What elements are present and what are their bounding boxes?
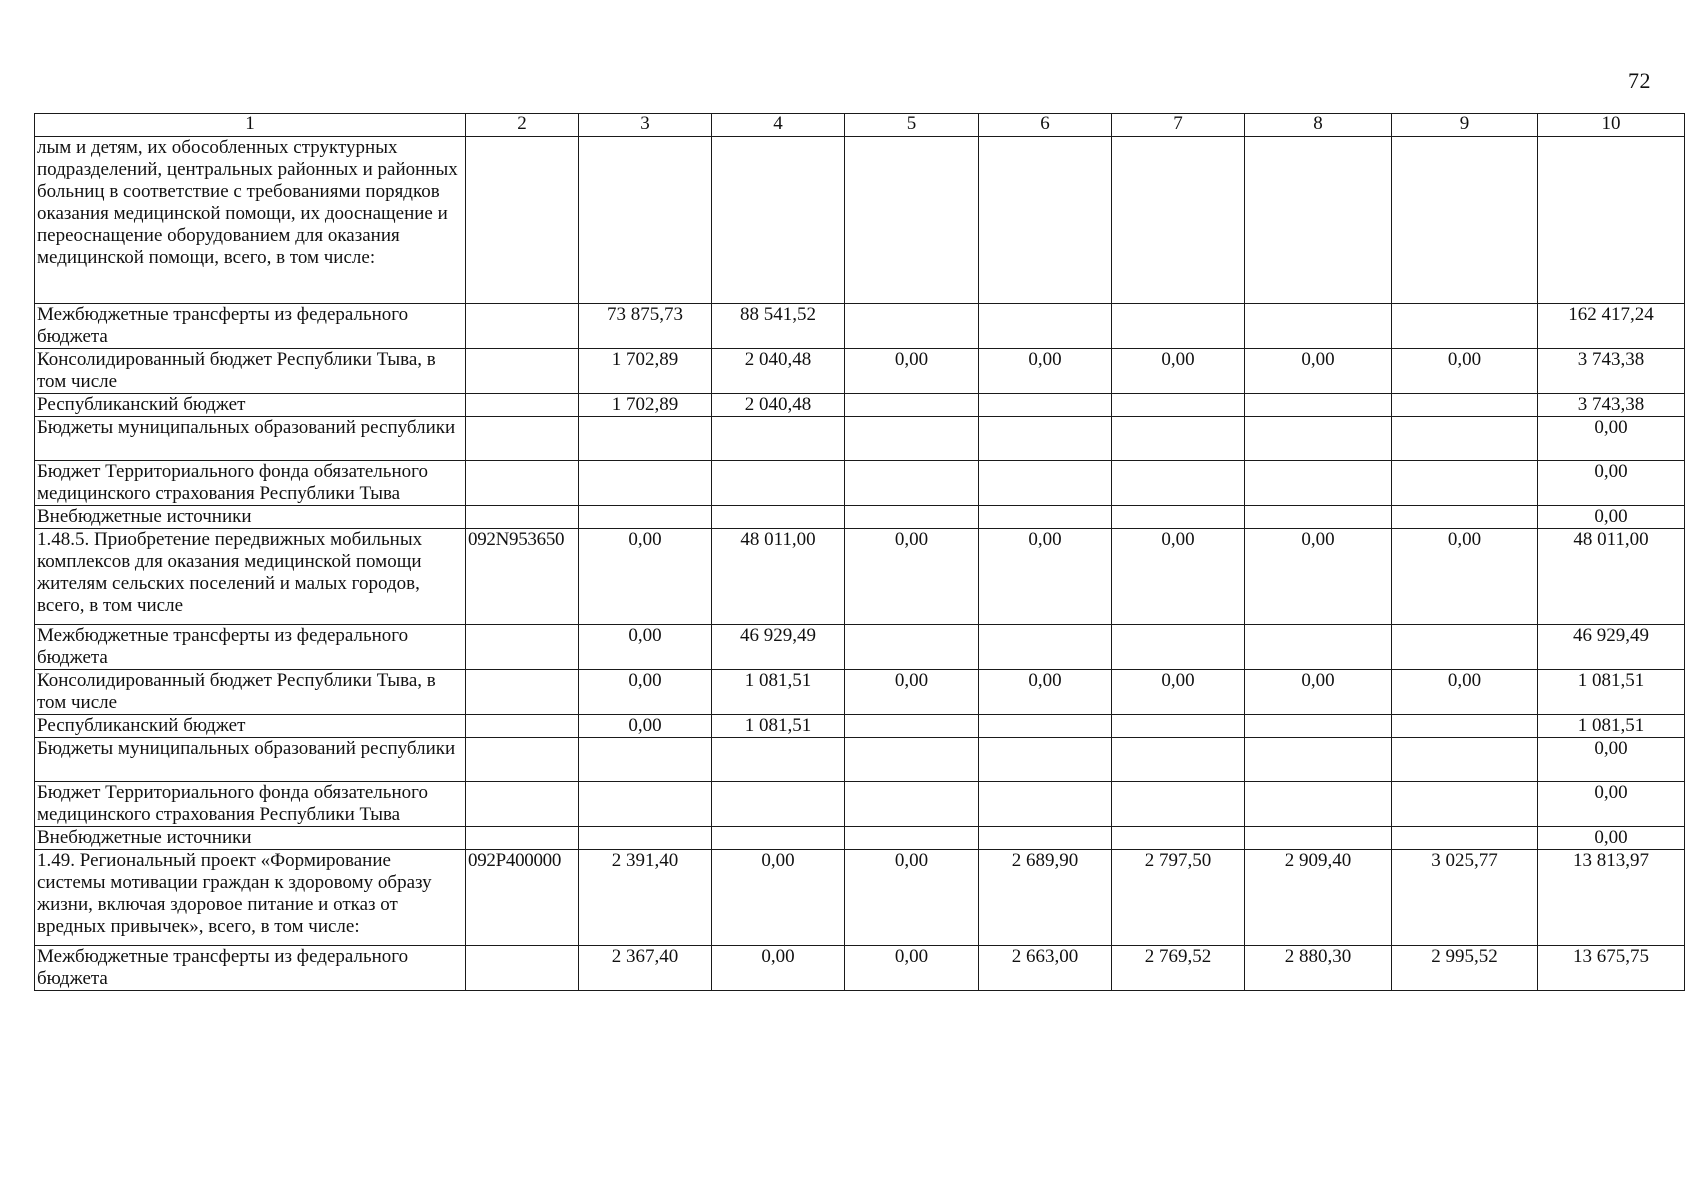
column-header: 7 bbox=[1112, 114, 1245, 137]
value-cell bbox=[845, 827, 979, 850]
total-cell: 162 417,24 bbox=[1538, 304, 1685, 349]
value-cell: 88 541,52 bbox=[712, 304, 845, 349]
column-header: 9 bbox=[1392, 114, 1538, 137]
row-description: Межбюджетные трансферты из федерального бюджета bbox=[35, 946, 466, 991]
total-cell: 1 081,51 bbox=[1538, 670, 1685, 715]
row-description: Внебюджетные источники bbox=[35, 827, 466, 850]
value-cell bbox=[979, 827, 1112, 850]
budget-code bbox=[466, 625, 579, 670]
value-cell bbox=[979, 394, 1112, 417]
value-cell: 0,00 bbox=[1112, 529, 1245, 625]
value-cell: 2 391,40 bbox=[579, 850, 712, 946]
table-row bbox=[35, 506, 1685, 529]
column-header: 2 bbox=[466, 114, 579, 137]
budget-code bbox=[466, 670, 579, 715]
table-row bbox=[35, 417, 1685, 461]
header-row bbox=[35, 114, 1685, 137]
total-cell: 13 675,75 bbox=[1538, 946, 1685, 991]
value-cell bbox=[1245, 506, 1392, 529]
table-row bbox=[35, 137, 1685, 304]
value-cell bbox=[979, 782, 1112, 827]
value-cell bbox=[1112, 506, 1245, 529]
value-cell: 0,00 bbox=[979, 670, 1112, 715]
value-cell bbox=[712, 506, 845, 529]
budget-code bbox=[466, 782, 579, 827]
table-row bbox=[35, 670, 1685, 715]
table-row bbox=[35, 946, 1685, 991]
row-description: Бюджеты муниципальных образований республики bbox=[35, 738, 466, 782]
value-cell: 0,00 bbox=[579, 670, 712, 715]
value-cell: 73 875,73 bbox=[579, 304, 712, 349]
table-row bbox=[35, 850, 1685, 946]
value-cell bbox=[1245, 827, 1392, 850]
row-description: Межбюджетные трансферты из федерального бюджета bbox=[35, 625, 466, 670]
row-description: 1.49. Региональный проект «Формирование системы мотивации граждан к здоровому образу жизни, включая здоровое питание и отказ от вредных привычек», всего, в том числе: bbox=[35, 850, 466, 946]
column-header: 3 bbox=[579, 114, 712, 137]
budget-code bbox=[466, 461, 579, 506]
table-row bbox=[35, 349, 1685, 394]
value-cell: 0,00 bbox=[1112, 349, 1245, 394]
value-cell: 1 702,89 bbox=[579, 394, 712, 417]
value-cell: 2 995,52 bbox=[1392, 946, 1538, 991]
total-cell: 13 813,97 bbox=[1538, 850, 1685, 946]
value-cell bbox=[979, 506, 1112, 529]
table-row bbox=[35, 394, 1685, 417]
value-cell bbox=[1392, 625, 1538, 670]
value-cell: 0,00 bbox=[1392, 529, 1538, 625]
value-cell: 0,00 bbox=[579, 625, 712, 670]
budget-code bbox=[466, 349, 579, 394]
budget-code: 092P400000 bbox=[466, 850, 579, 946]
value-cell: 0,00 bbox=[1112, 670, 1245, 715]
value-cell bbox=[1112, 625, 1245, 670]
total-cell: 48 011,00 bbox=[1538, 529, 1685, 625]
value-cell bbox=[579, 506, 712, 529]
value-cell bbox=[979, 715, 1112, 738]
table-row bbox=[35, 461, 1685, 506]
value-cell: 2 367,40 bbox=[579, 946, 712, 991]
value-cell: 0,00 bbox=[712, 946, 845, 991]
value-cell: 1 081,51 bbox=[712, 670, 845, 715]
value-cell bbox=[1392, 394, 1538, 417]
row-description: Бюджет Территориального фонда обязательного медицинского страхования Республики Тыва bbox=[35, 782, 466, 827]
value-cell bbox=[845, 782, 979, 827]
value-cell bbox=[845, 417, 979, 461]
total-cell: 0,00 bbox=[1538, 782, 1685, 827]
value-cell: 2 797,50 bbox=[1112, 850, 1245, 946]
table-row bbox=[35, 782, 1685, 827]
value-cell bbox=[1245, 715, 1392, 738]
value-cell bbox=[979, 137, 1112, 304]
value-cell bbox=[979, 738, 1112, 782]
row-description: Республиканский бюджет bbox=[35, 394, 466, 417]
value-cell bbox=[1112, 738, 1245, 782]
table-row bbox=[35, 827, 1685, 850]
value-cell bbox=[712, 461, 845, 506]
value-cell: 1 081,51 bbox=[712, 715, 845, 738]
column-header: 6 bbox=[979, 114, 1112, 137]
budget-table bbox=[34, 113, 1685, 991]
budget-code: 092N953650 bbox=[466, 529, 579, 625]
value-cell: 0,00 bbox=[979, 529, 1112, 625]
value-cell: 2 880,30 bbox=[1245, 946, 1392, 991]
value-cell bbox=[1112, 417, 1245, 461]
total-cell: 0,00 bbox=[1538, 417, 1685, 461]
value-cell: 0,00 bbox=[1245, 349, 1392, 394]
column-header: 5 bbox=[845, 114, 979, 137]
table-row bbox=[35, 304, 1685, 349]
budget-code bbox=[466, 946, 579, 991]
value-cell: 0,00 bbox=[579, 529, 712, 625]
value-cell bbox=[1392, 506, 1538, 529]
value-cell bbox=[845, 506, 979, 529]
value-cell bbox=[1245, 738, 1392, 782]
value-cell bbox=[979, 304, 1112, 349]
budget-code bbox=[466, 827, 579, 850]
value-cell bbox=[979, 461, 1112, 506]
value-cell bbox=[712, 782, 845, 827]
value-cell bbox=[712, 417, 845, 461]
value-cell: 0,00 bbox=[845, 529, 979, 625]
value-cell bbox=[1392, 827, 1538, 850]
value-cell bbox=[579, 137, 712, 304]
value-cell: 2 040,48 bbox=[712, 394, 845, 417]
value-cell: 48 011,00 bbox=[712, 529, 845, 625]
value-cell bbox=[1245, 304, 1392, 349]
total-cell: 3 743,38 bbox=[1538, 394, 1685, 417]
value-cell bbox=[1392, 304, 1538, 349]
value-cell: 2 909,40 bbox=[1245, 850, 1392, 946]
value-cell bbox=[579, 461, 712, 506]
value-cell bbox=[845, 137, 979, 304]
value-cell: 0,00 bbox=[1245, 529, 1392, 625]
budget-code bbox=[466, 715, 579, 738]
budget-code bbox=[466, 137, 579, 304]
value-cell bbox=[1392, 417, 1538, 461]
value-cell bbox=[845, 461, 979, 506]
value-cell bbox=[1112, 827, 1245, 850]
value-cell: 2 663,00 bbox=[979, 946, 1112, 991]
value-cell: 1 702,89 bbox=[579, 349, 712, 394]
value-cell bbox=[1392, 137, 1538, 304]
value-cell bbox=[712, 738, 845, 782]
value-cell bbox=[1112, 715, 1245, 738]
row-description: Республиканский бюджет bbox=[35, 715, 466, 738]
total-cell: 1 081,51 bbox=[1538, 715, 1685, 738]
value-cell: 0,00 bbox=[845, 946, 979, 991]
value-cell: 0,00 bbox=[1392, 349, 1538, 394]
value-cell bbox=[579, 738, 712, 782]
value-cell: 2 689,90 bbox=[979, 850, 1112, 946]
value-cell bbox=[1392, 715, 1538, 738]
budget-code bbox=[466, 506, 579, 529]
total-cell: 0,00 bbox=[1538, 506, 1685, 529]
value-cell bbox=[979, 417, 1112, 461]
value-cell: 0,00 bbox=[979, 349, 1112, 394]
value-cell: 0,00 bbox=[845, 850, 979, 946]
column-header: 4 bbox=[712, 114, 845, 137]
value-cell: 2 769,52 bbox=[1112, 946, 1245, 991]
value-cell: 2 040,48 bbox=[712, 349, 845, 394]
value-cell: 0,00 bbox=[845, 670, 979, 715]
value-cell bbox=[579, 782, 712, 827]
value-cell: 0,00 bbox=[712, 850, 845, 946]
total-cell: 46 929,49 bbox=[1538, 625, 1685, 670]
row-description: лым и детям, их обособленных структурных подразделений, центральных районных и районных больниц в соответствие с требованиями порядков оказания медицинской помощи, их дооснащение и переоснащение оборудованием для оказания медицинской помощи, всего, в том числе: bbox=[35, 137, 466, 304]
total-cell: 0,00 bbox=[1538, 827, 1685, 850]
total-cell: 0,00 bbox=[1538, 461, 1685, 506]
value-cell bbox=[1112, 137, 1245, 304]
value-cell bbox=[1392, 461, 1538, 506]
value-cell: 0,00 bbox=[1245, 670, 1392, 715]
table-row bbox=[35, 738, 1685, 782]
row-description: Консолидированный бюджет Республики Тыва, в том числе bbox=[35, 349, 466, 394]
row-description: Внебюджетные источники bbox=[35, 506, 466, 529]
column-header: 8 bbox=[1245, 114, 1392, 137]
column-header: 1 bbox=[35, 114, 466, 137]
value-cell bbox=[845, 625, 979, 670]
value-cell bbox=[579, 827, 712, 850]
value-cell: 0,00 bbox=[579, 715, 712, 738]
value-cell bbox=[1245, 394, 1392, 417]
total-cell: 0,00 bbox=[1538, 738, 1685, 782]
budget-code bbox=[466, 738, 579, 782]
row-description: Бюджет Территориального фонда обязательного медицинского страхования Республики Тыва bbox=[35, 461, 466, 506]
value-cell bbox=[845, 738, 979, 782]
value-cell: 0,00 bbox=[1392, 670, 1538, 715]
table-row bbox=[35, 715, 1685, 738]
value-cell bbox=[979, 625, 1112, 670]
total-cell bbox=[1538, 137, 1685, 304]
value-cell bbox=[1245, 461, 1392, 506]
value-cell bbox=[845, 394, 979, 417]
value-cell: 0,00 bbox=[845, 349, 979, 394]
value-cell bbox=[712, 137, 845, 304]
value-cell bbox=[579, 417, 712, 461]
value-cell: 3 025,77 bbox=[1392, 850, 1538, 946]
value-cell bbox=[1245, 625, 1392, 670]
row-description: Консолидированный бюджет Республики Тыва, в том числе bbox=[35, 670, 466, 715]
value-cell bbox=[1245, 137, 1392, 304]
budget-code bbox=[466, 417, 579, 461]
row-description: 1.48.5. Приобретение передвижных мобильных комплексов для оказания медицинской помощи жителям сельских поселений и малых городов, всего, в том числе bbox=[35, 529, 466, 625]
value-cell bbox=[1112, 304, 1245, 349]
table-row bbox=[35, 529, 1685, 625]
value-cell bbox=[712, 827, 845, 850]
value-cell bbox=[1392, 738, 1538, 782]
value-cell bbox=[1112, 461, 1245, 506]
row-description: Межбюджетные трансферты из федерального бюджета bbox=[35, 304, 466, 349]
value-cell: 46 929,49 bbox=[712, 625, 845, 670]
value-cell bbox=[1112, 782, 1245, 827]
total-cell: 3 743,38 bbox=[1538, 349, 1685, 394]
value-cell bbox=[845, 715, 979, 738]
value-cell bbox=[845, 304, 979, 349]
value-cell bbox=[1112, 394, 1245, 417]
budget-code bbox=[466, 304, 579, 349]
budget-code bbox=[466, 394, 579, 417]
column-header: 10 bbox=[1538, 114, 1685, 137]
value-cell bbox=[1245, 417, 1392, 461]
value-cell bbox=[1245, 782, 1392, 827]
row-description: Бюджеты муниципальных образований республики bbox=[35, 417, 466, 461]
value-cell bbox=[1392, 782, 1538, 827]
table-body bbox=[35, 137, 1685, 991]
table-row bbox=[35, 625, 1685, 670]
page-number: 72 bbox=[1628, 68, 1651, 93]
